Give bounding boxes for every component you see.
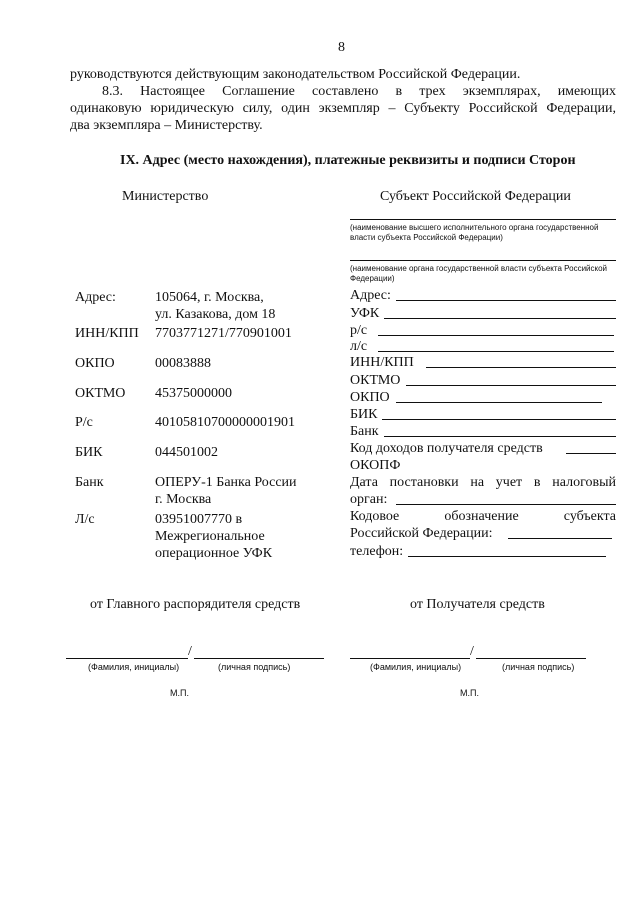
left-inn-value: 7703771271/770901001 <box>155 326 292 341</box>
left-name-line <box>66 658 188 659</box>
right-okopf-label: ОКОПФ <box>350 458 401 473</box>
right-name-line <box>350 658 470 659</box>
left-signature-title: от Главного распорядителя средств <box>90 597 301 612</box>
right-ufk-field <box>384 318 616 319</box>
left-ls-value-2: Межрегиональное <box>155 529 265 544</box>
clause-8-3-line3: два экземпляра – Министерству. <box>70 118 263 133</box>
left-okpo-label: ОКПО <box>75 356 115 371</box>
left-signature-slash: / <box>188 644 192 659</box>
right-ufk-label: УФК <box>350 306 380 321</box>
left-oktmo-label: ОКТМО <box>75 386 126 401</box>
right-code-line1: Кодовое обозначение субъекта <box>350 509 616 524</box>
right-okpo-label: ОКПО <box>350 390 390 405</box>
section-title: IX. Адрес (место нахождения), платежные реквизиты и подписи Сторон <box>120 153 576 168</box>
left-bank-value-1: ОПЕРУ-1 Банка России <box>155 475 297 490</box>
right-rs-field <box>378 335 614 336</box>
right-code-field <box>508 538 612 539</box>
right-oktmo-label: ОКТМО <box>350 373 401 388</box>
left-stamp: М.П. <box>170 688 189 698</box>
right-inn-label: ИНН/КПП <box>350 355 414 370</box>
left-rs-label: Р/с <box>75 415 93 430</box>
left-rs-value: 40105810700000001901 <box>155 415 295 430</box>
left-okpo-value: 00083888 <box>155 356 211 371</box>
org-note-2: (наименование органа государственной власти субъекта Российской Федерации) <box>350 264 608 283</box>
right-tax-date-line2: орган: <box>350 492 388 507</box>
right-inn-field <box>426 367 616 368</box>
left-bank-value-2: г. Москва <box>155 492 212 507</box>
right-bik-label: БИК <box>350 407 378 422</box>
left-address-label: Адрес: <box>75 290 116 305</box>
clause-8-3-line1: 8.3. Настоящее Соглашение составлено в трех экземплярах, имеющих <box>102 84 616 99</box>
org-name-line-1 <box>350 219 616 220</box>
page-number: 8 <box>338 40 345 55</box>
right-tax-date-field <box>396 504 616 505</box>
left-ls-value-1: 03951007770 в <box>155 512 243 527</box>
right-tax-date-line1: Дата постановки на учет в налоговый <box>350 475 616 490</box>
right-bank-field <box>384 436 616 437</box>
left-address-value-1: 105064, г. Москва, <box>155 290 264 305</box>
right-bik-field <box>382 419 616 420</box>
right-stamp: М.П. <box>460 688 479 698</box>
right-income-code-label: Код доходов получателя средств <box>350 441 543 456</box>
right-okpo-field <box>396 402 602 403</box>
right-sign-line <box>476 658 586 659</box>
right-sign-caption: (личная подпись) <box>502 662 575 672</box>
right-address-field <box>396 300 616 301</box>
left-ls-value-3: операционное УФК <box>155 546 273 561</box>
left-bik-label: БИК <box>75 445 103 460</box>
left-bank-label: Банк <box>75 475 104 490</box>
right-income-code-field <box>566 453 616 454</box>
right-name-caption: (Фамилия, инициалы) <box>370 662 462 672</box>
right-oktmo-field <box>406 385 616 386</box>
right-ls-label: л/с <box>350 339 368 354</box>
left-name-caption: (Фамилия, инициалы) <box>88 662 180 672</box>
right-ls-field <box>378 351 614 352</box>
right-phone-label: телефон: <box>350 544 404 559</box>
right-signature-slash: / <box>470 644 474 659</box>
right-column-heading: Субъект Российской Федерации <box>380 189 571 204</box>
org-name-line-2 <box>350 260 616 261</box>
right-phone-field <box>408 556 606 557</box>
left-column-heading: Министерство <box>122 189 209 204</box>
left-address-value-2: ул. Казакова, дом 18 <box>155 307 276 322</box>
left-sign-line <box>194 658 324 659</box>
right-signature-title: от Получателя средств <box>410 597 545 612</box>
right-bank-label: Банк <box>350 424 379 439</box>
left-sign-caption: (личная подпись) <box>218 662 291 672</box>
left-oktmo-value: 45375000000 <box>155 386 232 401</box>
org-note-1: (наименование высшего исполнительного органа государственной власти субъекта Российской Федерации) <box>350 223 599 242</box>
intro-line: руководствуются действующим законодательством Российской Федерации. <box>70 67 521 82</box>
left-inn-label: ИНН/КПП <box>75 326 139 341</box>
left-ls-label: Л/с <box>75 512 95 527</box>
clause-8-3-line2: одинаковую юридическую силу, один экземпляр – Субъекту Российской Федерации, <box>70 101 616 116</box>
right-address-label: Адрес: <box>350 288 391 303</box>
right-rs-label: р/с <box>350 323 368 338</box>
right-code-line2: Российской Федерации: <box>350 526 493 541</box>
left-bik-value: 044501002 <box>155 445 218 460</box>
